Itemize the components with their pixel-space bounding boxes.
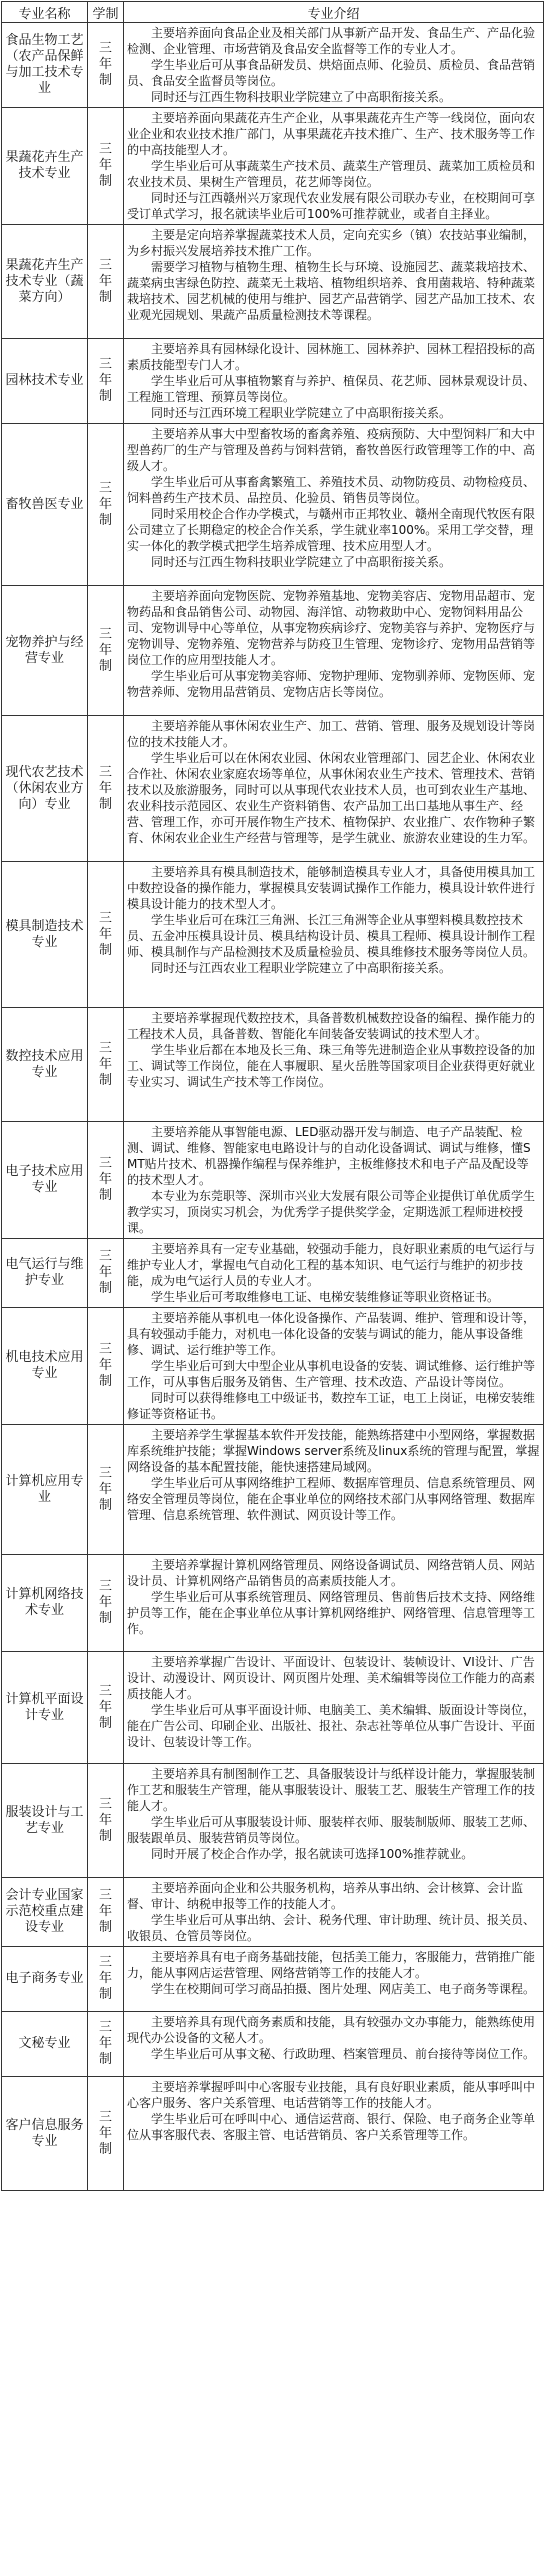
major-name-cell: 客户信息服务专业 — [2, 2077, 88, 2191]
duration-cell: 三年制 — [88, 225, 124, 339]
introduction-cell — [124, 1425, 544, 1555]
major-table — [1, 1, 544, 2191]
table-row — [2, 1008, 544, 1122]
introduction-paragraph: 主要培养掌握现代数控技术，具备普数机械数控设备的编程、操作能力的工程技术人员，具备普数、智能化车间装备安装调试的技术型人才。 — [127, 1011, 536, 1041]
introduction-paragraph: 学生毕业后可从事宠物美容师、宠物护理师、宠物驯养师、宠物医师、宠物营养师、宠物用品营销员、宠物店店长等岗位。 — [127, 669, 536, 699]
introduction-cell — [124, 2012, 544, 2077]
table-row — [2, 23, 544, 108]
duration-cell: 三年制 — [88, 1308, 124, 1425]
introduction-paragraph: 主要培养具有模具制造技术，能够制造模具专业人才，具备使用模具加工中数控设备的操作能力，掌握模具安装调试操作工作能力，模具设计软件进行模具设计能力的技术型人才。 — [127, 865, 536, 911]
duration-cell: 三年制 — [88, 2012, 124, 2077]
introduction-paragraph: 同时开展了校企合作办学，报名就读可选择100%推荐就业。 — [151, 1847, 474, 1861]
duration-cell: 三年制 — [88, 1652, 124, 1764]
table-row — [2, 108, 544, 225]
introduction-paragraph: 学生毕业后可从事出纳、会计、税务代理、审计助理、统计员、报关员、收银员、仓管员等岗位。 — [127, 1913, 536, 1943]
major-name-cell: 电气运行与维护专业 — [2, 1239, 88, 1308]
introduction-paragraph: 主要培养面向宠物医院、宠物养殖基地、宠物美容店、宠物用品超市、宠物药品和食品销售公司、动物园、海洋馆、动物救助中心、宠物饲料用品公司、宠物训导中心等单位，从事宠物疾病诊疗、宠物美容与养护、宠物医疗与宠物训导、宠物养殖、宠物营养与防疫卫生管理、宠物诊疗、宠物用品营销等岗位工作的应用型技能人才。 — [127, 589, 536, 667]
major-name-cell: 计算机应用专业 — [2, 1425, 88, 1555]
introduction-paragraph: 学生毕业后可从事文秘、行政助理、档案管理员、前台接待等岗位工作。 — [151, 2047, 536, 2061]
introduction-paragraph: 学生毕业后可从事食品研发员、烘焙面点师、化验员、质检员、食品营销员、食品安全监督员等岗位。 — [127, 58, 536, 88]
introduction-paragraph: 主要培养具有一定专业基础，较强动手能力，良好职业素质的电气运行与维护专业人才，掌握电气自动化工程的基本知识、电气运行与维护的初步技能，成为电气运行人员的专业人才。 — [127, 1242, 536, 1288]
introduction-cell — [124, 1652, 544, 1764]
introduction-paragraph: 学生毕业后可从事平面设计师、电脑美工、美术编辑、版面设计等岗位，能在广告公司、印刷企业、出版社、报社、杂志社等单位从事广告设计、平面设计、包装设计等工作。 — [127, 1703, 536, 1749]
major-name-cell: 果蔬花卉生产技术专业（蔬菜方向） — [2, 225, 88, 339]
introduction-cell — [124, 2077, 544, 2191]
duration-cell: 三年制 — [88, 586, 124, 716]
introduction-paragraph: 本专业为东莞职等、深圳市兴业大发展有限公司等企业提供订单优质学生教学实习，顶岗实习机会，为优秀学子提供奖学金，定期选派工程师进校授课。 — [127, 1189, 536, 1235]
major-name-cell: 宠物养护与经营专业 — [2, 586, 88, 716]
duration-cell: 三年制 — [88, 1239, 124, 1308]
header-introduction: 专业介绍 — [124, 2, 544, 23]
introduction-paragraph: 主要培养能从事智能电源、LED驱动器开发与制造、电子产品装配、检测、调试、维修、智能家电电路设计与的自动化设备调试、调试与维修，懂SMT贴片技术、机器操作编程与保养维护，主板维修技术和电子产品及配设等的技术型人才。 — [127, 1125, 531, 1187]
header-major-name: 专业名称 — [2, 2, 88, 23]
table-row — [2, 1555, 544, 1652]
major-name-cell: 服装设计与工艺专业 — [2, 1764, 88, 1878]
introduction-cell — [124, 1764, 544, 1878]
duration-cell: 三年制 — [88, 1947, 124, 2012]
introduction-cell — [124, 1122, 544, 1239]
introduction-cell — [124, 1555, 544, 1652]
introduction-paragraph: 学生毕业后可从事蔬菜生产技术员、蔬菜生产管理员、蔬菜加工质检员和农业技术员、果树生产管理员，花艺师等岗位。 — [127, 159, 536, 189]
table-row — [2, 339, 544, 424]
introduction-paragraph: 主要培养从事大中型畜牧场的畜禽养殖、疫病预防、大中型饲料厂和大中型兽药厂的生产与管理及兽药与饲料营销，畜牧兽医行政管理等工作的中、高级人才。 — [127, 427, 536, 473]
introduction-paragraph: 主要培养能从事休闲农业生产、加工、营销、管理、服务及规划设计等岗位的技术技能人才。 — [127, 719, 536, 749]
introduction-paragraph: 主要培养能从事机电一体化设备操作、产品装调、维护、管理和设计等，具有较强动手能力，对机电一体化设备的安装与调试的能力，能从事设备维修、调试、运行维护等工作。 — [127, 1311, 536, 1357]
table-header-row — [2, 2, 544, 23]
introduction-paragraph: 主要培养掌握广告设计、平面设计、包装设计、装帧设计、VI设计、广告设计、动漫设计、网页设计、网页图片处理、美术编辑等岗位工作能力的高素质技能人才。 — [127, 1655, 536, 1701]
duration-cell: 三年制 — [88, 1008, 124, 1122]
major-name-cell: 机电技术应用专业 — [2, 1308, 88, 1425]
table-row — [2, 1652, 544, 1764]
major-name-cell: 园林技术专业 — [2, 339, 88, 424]
introduction-paragraph: 学生毕业后可在呼叫中心、通信运营商、银行、保险、电子商务企业等单位从事客服代表、客服主管、电话营销员、客户关系管理等工作。 — [127, 2112, 536, 2142]
duration-cell: 三年制 — [88, 1878, 124, 1947]
table-row — [2, 1122, 544, 1239]
introduction-paragraph: 主要培养掌握呼叫中心客服专业技能，具有良好职业素质，能从事呼叫中心客户服务、客户关系管理、电话营销等工作的技能人才。 — [127, 2080, 536, 2110]
introduction-paragraph: 主要培养具有电子商务基础技能，包括美工能力，客服能力，营销推广能力，能从事网店运营管理、网络营销等工作的技能人才。 — [127, 1950, 536, 1980]
introduction-paragraph: 主要培养学生掌握基本软件开发技能，能熟练搭建中小型网络，掌握数据库系统维护技能；掌握Windows server系统及linux系统的管理与配置，掌握网络设备的基本配置技能，能快速搭建局域网。 — [127, 1428, 540, 1474]
introduction-paragraph: 同时还与江西生物科技职业学院建立了中高职衔接关系。 — [151, 90, 452, 104]
introduction-paragraph: 同时还与江西生物科技职业学院建立了中高职衔接关系。 — [151, 555, 452, 569]
major-name-cell: 数控技术应用专业 — [2, 1008, 88, 1122]
introduction-cell — [124, 1308, 544, 1425]
introduction-cell — [124, 424, 544, 586]
major-name-cell: 果蔬花卉生产技术专业 — [2, 108, 88, 225]
introduction-cell — [124, 225, 544, 339]
introduction-paragraph: 同时还与江西环境工程职业学院建立了中高职衔接关系。 — [151, 406, 452, 420]
table-row — [2, 716, 544, 862]
introduction-cell — [124, 1878, 544, 1947]
table-row — [2, 1425, 544, 1555]
table-row — [2, 2077, 544, 2191]
major-name-cell: 食品生物工艺（农产品保鲜与加工技术专业 — [2, 23, 88, 108]
major-name-cell: 现代农艺技术（休闲农业方向）专业 — [2, 716, 88, 862]
major-name-cell: 电子商务专业 — [2, 1947, 88, 2012]
introduction-paragraph: 学生毕业后可在珠江三角洲、长江三角洲等企业从事塑料模具数控技术员、五金冲压模具设计员、模具结构设计员、模具工程师、模具设计制作工程师、模具制作与产品检测技术及质量检验员、模具维修技术服务等岗位人员。 — [127, 913, 536, 959]
introduction-paragraph: 主要是定向培养掌握蔬菜技术人员，定向充实乡（镇）农技站事业编制，为乡村振兴发展培养技术推广工作。 — [127, 228, 536, 258]
introduction-paragraph: 学生在校期间可学习商品拍摄、图片处理、网店美工、电子商务等课程。 — [151, 1982, 536, 1996]
introduction-paragraph: 主要培养面向食品企业及相关部门从事新产品开发、食品生产、产品化验检测、企业管理、市场营销及食品安全监督等工作的专业人才。 — [127, 26, 536, 56]
introduction-paragraph: 同时可以获得维修电工中级证书，数控车工证，电工上岗证，电梯安装维修证等资格证书。 — [127, 1391, 536, 1421]
introduction-paragraph: 学生毕业后可从事系统管理员、网络管理员、售前售后技术支持、网络维护员等工作，能在企事业单位从事计算机网络维护、网络管理、信息管理等工作。 — [127, 1590, 536, 1636]
major-name-cell: 计算机平面设计专业 — [2, 1652, 88, 1764]
major-name-cell: 模具制造技术专业 — [2, 862, 88, 1008]
major-name-cell: 计算机网络技术专业 — [2, 1555, 88, 1652]
duration-cell: 三年制 — [88, 424, 124, 586]
introduction-paragraph: 学生毕业后可从事网络维护工程师、数据库管理员、信息系统管理员、网络安全管理员等岗位，能在企事业单位的网络技术部门从事网络管理、数据库管理、信息系统管理、软件测试、网页设计等工作。 — [127, 1476, 536, 1522]
introduction-paragraph: 学生毕业后可从事服装设计师、服装样衣师、服装制版师、服装工艺师、服装跟单员、服装营销员等岗位。 — [127, 1815, 536, 1845]
duration-cell: 三年制 — [88, 1555, 124, 1652]
introduction-cell — [124, 586, 544, 716]
duration-cell: 三年制 — [88, 339, 124, 424]
introduction-cell — [124, 716, 544, 862]
introduction-paragraph: 学生毕业后可从事畜禽繁殖工、养殖技术员、动物防疫员、动物检疫员、饲料兽药生产技术员、品控员、化验员、销售员等岗位。 — [127, 475, 536, 505]
introduction-paragraph: 学生毕业后都在本地及长三角、珠三角等先进制造企业从事数控设备的加工、调试等工作岗位，能在人事履职、星火岳胜等国家项目企业获得更好就业专业实习、调试生产技术等工作岗位。 — [127, 1043, 536, 1089]
table-row — [2, 1239, 544, 1308]
duration-cell: 三年制 — [88, 1122, 124, 1239]
major-name-cell: 文秘专业 — [2, 2012, 88, 2077]
major-name-cell: 畜牧兽医专业 — [2, 424, 88, 586]
introduction-paragraph: 同时还与江西赣州兴万家现代农业发展有限公司联办专业，在校期间可享受订单式学习，报名就读毕业后可100%可推荐就业，或者自主择业。 — [127, 191, 536, 221]
introduction-paragraph: 同时还与江西农业工程职业学院建立了中高职衔接关系。 — [151, 961, 452, 975]
duration-cell: 三年制 — [88, 1764, 124, 1878]
duration-cell: 三年制 — [88, 862, 124, 1008]
introduction-cell — [124, 339, 544, 424]
introduction-paragraph: 学生毕业后可到大中型企业从事机电设备的安装、调试维修、运行维护等工作，可从事售后服务及销售、生产管理、技术改造、产品设计等岗位。 — [127, 1359, 536, 1389]
table-row — [2, 1764, 544, 1878]
table-row — [2, 1878, 544, 1947]
introduction-paragraph: 主要培养面向企业和公共服务机构，培养从事出纳、会计核算、会计监督、审计、纳税申报等工作的技能人才。 — [127, 1881, 524, 1911]
introduction-cell — [124, 1008, 544, 1122]
introduction-paragraph: 同时采用校企合作办学模式，与赣州市正邦牧业、赣州全南现代牧医有限公司建立了长期稳定的校企合作关系，学生就业率100%。采用工学交替，理实一体化的教学模式把学生培养成管理、技术应用型人才。 — [127, 507, 536, 553]
duration-cell: 三年制 — [88, 1425, 124, 1555]
table-row — [2, 2012, 544, 2077]
table-row — [2, 1308, 544, 1425]
introduction-paragraph: 学生毕业后可以在休闲农业园、休闲农业管理部门、园艺企业、休闲农业合作社、休闲农业家庭农场等单位，从事休闲农业生产技术、管理技术、营销技术以及旅游服务，同时可以从事现代农业技术人员，也可到农业生产基地、农业科技示范园区、农业生产资料销售、农产品加工出口基地从事生产、经营、管理工作，亦可开展作物生产技术、植物保护、农业推广、农作物种子繁育、休闲农业企业生产经营与管理等，是学生就业、旅游农业建设的生力军。 — [127, 751, 536, 845]
table-row — [2, 1947, 544, 2012]
introduction-paragraph: 主要培养具有园林绿化设计、园林施工、园林养护、园林工程招投标的高素质技能型专门人才。 — [127, 342, 536, 372]
introduction-cell — [124, 1947, 544, 2012]
duration-cell: 三年制 — [88, 716, 124, 862]
introduction-cell — [124, 23, 544, 108]
duration-cell: 三年制 — [88, 2077, 124, 2191]
introduction-cell — [124, 108, 544, 225]
table-row — [2, 586, 544, 716]
table-row — [2, 424, 544, 586]
major-name-cell: 会计专业国家示范校重点建设专业 — [2, 1878, 88, 1947]
header-duration: 学制 — [88, 2, 124, 23]
table-row — [2, 225, 544, 339]
introduction-paragraph: 学生毕业后可从事植物繁育与养护、植保员、花艺师、园林景观设计员、工程施工管理、预算员等岗位。 — [127, 374, 536, 404]
duration-cell: 三年制 — [88, 23, 124, 108]
introduction-paragraph: 主要培养面向果蔬花卉生产企业，从事果蔬花卉生产等一线岗位，面向农业企业和农业技术推广部门，从事果蔬花卉技术推广、生产、技术服务等工作的中高技能型人才。 — [127, 111, 536, 157]
introduction-paragraph: 需要学习植物与植物生理、植物生长与环境、设施园艺、蔬菜栽培技术、蔬菜病虫害绿色防控、蔬菜无土栽培、植物组织培养、食用菌栽培、特种蔬菜栽培技术、园艺机械的使用与维护、园艺产品营销学、园艺产品加工技术、农业观光园规划、果蔬产品质量检测技术等课程。 — [127, 260, 536, 322]
introduction-cell — [124, 1239, 544, 1308]
introduction-paragraph: 主要培养具有现代商务素质和技能，具有较强办文办事能力，能熟练使用现代办公设备的文秘人才。 — [127, 2015, 536, 2045]
table-row — [2, 862, 544, 1008]
major-name-cell: 电子技术应用专业 — [2, 1122, 88, 1239]
introduction-paragraph: 主要培养具有制图制作工艺、具备服装设计与纸样设计能力，掌握服装制作工艺和服装生产管理，能从事服装设计、服装工艺、服装生产管理工作的技能人才。 — [127, 1767, 536, 1813]
introduction-paragraph: 主要培养掌握计算机网络管理员、网络设备调试员、网络营销人员、网站设计员、计算机网络产品销售员的高素质技能人才。 — [127, 1558, 536, 1588]
introduction-paragraph: 学生毕业后可考取维修电工证、电梯安装维修证等职业资格证书。 — [151, 1290, 500, 1304]
duration-cell: 三年制 — [88, 108, 124, 225]
introduction-cell — [124, 862, 544, 1008]
